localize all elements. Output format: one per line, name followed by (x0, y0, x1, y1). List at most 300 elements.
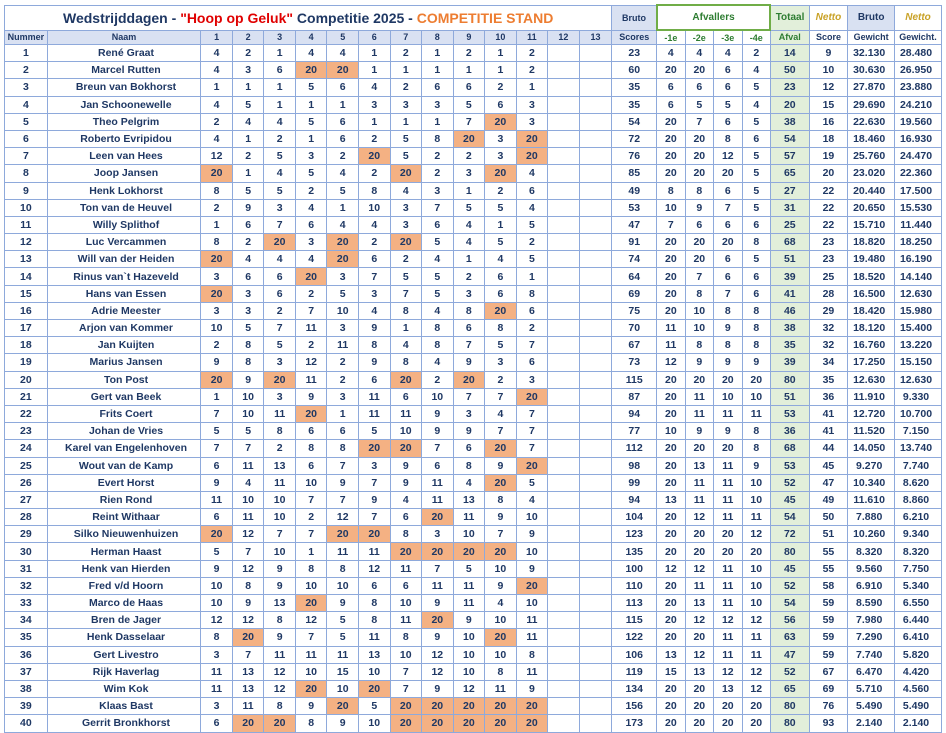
bruto-score: 75 (612, 302, 657, 319)
round-score: 8 (201, 629, 233, 646)
round-score-empty (548, 680, 580, 697)
afvaller-score: 11 (685, 388, 713, 405)
player-name: Rijk Haverlag (47, 663, 201, 680)
round-score-empty (548, 251, 580, 268)
round-score: 2 (453, 268, 485, 285)
bruto-score: 134 (612, 680, 657, 697)
round-score: 10 (485, 612, 517, 629)
round-score: 20 (295, 62, 327, 79)
player-name: René Graat (47, 45, 201, 62)
netto-score: 69 (809, 680, 848, 697)
round-score: 9 (485, 457, 517, 474)
round-score: 11 (358, 388, 390, 405)
round-score-empty (548, 543, 580, 560)
round-score: 3 (422, 526, 454, 543)
round-score: 6 (516, 302, 548, 319)
player-name: Joop Jansen (47, 165, 201, 182)
netto-score: 28 (809, 285, 848, 302)
afval-total: 23 (770, 79, 809, 96)
afvaller-score: 12 (714, 148, 742, 165)
round-score-empty (548, 320, 580, 337)
round-score: 3 (516, 113, 548, 130)
round-score: 1 (516, 268, 548, 285)
round-score: 3 (390, 96, 422, 113)
round-score: 8 (453, 302, 485, 319)
afvaller-score: 4 (714, 45, 742, 62)
afvaller-score: 12 (685, 646, 713, 663)
bruto-score: 35 (612, 79, 657, 96)
round-score: 1 (295, 543, 327, 560)
round-score: 4 (295, 199, 327, 216)
round-score: 20 (485, 543, 517, 560)
bruto-gewicht: 7.290 (848, 629, 895, 646)
afvaller-score: 20 (657, 62, 685, 79)
round-score: 20 (390, 234, 422, 251)
round-score: 20 (453, 130, 485, 147)
afvaller-score: 20 (685, 698, 713, 715)
round-score: 1 (264, 79, 296, 96)
row-number: 15 (5, 285, 48, 302)
row-number: 33 (5, 595, 48, 612)
netto-score: 23 (809, 251, 848, 268)
afvaller-score: 12 (657, 560, 685, 577)
round-score: 1 (390, 62, 422, 79)
bruto-score: 104 (612, 509, 657, 526)
bruto-score: 64 (612, 268, 657, 285)
round-score: 2 (485, 79, 517, 96)
round-score: 3 (232, 285, 264, 302)
col-round-3: 3 (264, 30, 296, 45)
round-score: 5 (422, 285, 454, 302)
table-row (5, 629, 942, 646)
bruto-score: 35 (612, 96, 657, 113)
round-score: 9 (201, 474, 233, 491)
player-name: Willy Splithof (47, 216, 201, 233)
round-score: 1 (453, 251, 485, 268)
round-score: 3 (264, 354, 296, 371)
round-score: 9 (264, 629, 296, 646)
netto-gewicht: 2.140 (895, 715, 942, 732)
table-row (5, 302, 942, 319)
bruto-score: 98 (612, 457, 657, 474)
bruto-gewicht: 7.880 (848, 509, 895, 526)
round-score: 8 (327, 560, 359, 577)
afval-total: 68 (770, 234, 809, 251)
round-score: 9 (327, 474, 359, 491)
table-row (5, 79, 942, 96)
header-bruto-gewicht: Bruto (848, 5, 895, 30)
round-score: 4 (295, 45, 327, 62)
netto-score: 25 (809, 268, 848, 285)
col-scores: Scores (612, 30, 657, 45)
round-score: 9 (264, 577, 296, 594)
row-number: 1 (5, 45, 48, 62)
afvaller-score: 20 (742, 543, 770, 560)
netto-gewicht: 9.340 (895, 526, 942, 543)
netto-gewicht: 18.250 (895, 234, 942, 251)
round-score: 20 (422, 612, 454, 629)
round-score: 3 (485, 148, 517, 165)
round-score: 8 (201, 182, 233, 199)
round-score: 4 (327, 165, 359, 182)
afvaller-score: 8 (742, 440, 770, 457)
round-score: 8 (327, 440, 359, 457)
netto-score: 41 (809, 405, 848, 422)
bruto-score: 115 (612, 612, 657, 629)
afvaller-score: 11 (685, 491, 713, 508)
round-score: 11 (232, 698, 264, 715)
round-score: 3 (295, 148, 327, 165)
round-score: 2 (358, 165, 390, 182)
round-score: 20 (422, 509, 454, 526)
round-score: 8 (264, 698, 296, 715)
afvaller-score: 7 (714, 285, 742, 302)
round-score: 7 (358, 509, 390, 526)
player-name: Bren de Jager (47, 612, 201, 629)
round-score: 3 (327, 320, 359, 337)
round-score: 20 (201, 251, 233, 268)
round-score: 9 (453, 423, 485, 440)
row-number: 24 (5, 440, 48, 457)
afvaller-score: 20 (657, 268, 685, 285)
round-score: 9 (453, 354, 485, 371)
netto-gewicht: 6.440 (895, 612, 942, 629)
bruto-gewicht: 20.650 (848, 199, 895, 216)
afval-total: 45 (770, 560, 809, 577)
round-score: 8 (516, 285, 548, 302)
bruto-score: 110 (612, 577, 657, 594)
round-score: 20 (327, 251, 359, 268)
round-score: 6 (264, 285, 296, 302)
round-score: 8 (485, 491, 517, 508)
round-score: 20 (516, 388, 548, 405)
round-score: 12 (232, 612, 264, 629)
table-row (5, 715, 942, 732)
table-row (5, 182, 942, 199)
round-score: 11 (516, 663, 548, 680)
afvaller-score: 11 (714, 595, 742, 612)
afvaller-score: 20 (657, 302, 685, 319)
afvaller-score: 20 (685, 715, 713, 732)
row-number: 11 (5, 216, 48, 233)
round-score: 3 (422, 182, 454, 199)
round-score: 8 (390, 354, 422, 371)
round-score-empty (579, 79, 612, 96)
round-score: 20 (485, 474, 517, 491)
afvaller-score: 20 (685, 680, 713, 697)
round-score: 3 (201, 646, 233, 663)
round-score-empty (548, 62, 580, 79)
round-score: 20 (232, 629, 264, 646)
netto-gewicht: 8.860 (895, 491, 942, 508)
round-score: 1 (201, 216, 233, 233)
round-score: 3 (264, 388, 296, 405)
row-number: 23 (5, 423, 48, 440)
round-score: 11 (358, 543, 390, 560)
round-score: 2 (516, 234, 548, 251)
round-score: 9 (422, 405, 454, 422)
table-row (5, 216, 942, 233)
header-bruto: Bruto (612, 5, 657, 30)
afvaller-score: 15 (657, 663, 685, 680)
round-score: 11 (232, 457, 264, 474)
afval-total: 38 (770, 113, 809, 130)
round-score: 3 (453, 165, 485, 182)
afval-total: 41 (770, 285, 809, 302)
afval-total: 39 (770, 268, 809, 285)
afvaller-score: 20 (657, 285, 685, 302)
round-score: 6 (201, 509, 233, 526)
round-score: 8 (390, 526, 422, 543)
bruto-gewicht: 11.520 (848, 423, 895, 440)
afval-total: 38 (770, 320, 809, 337)
player-name: Gert Livestro (47, 646, 201, 663)
round-score: 20 (327, 234, 359, 251)
round-score: 5 (264, 148, 296, 165)
round-score: 1 (232, 130, 264, 147)
round-score: 4 (327, 45, 359, 62)
round-score: 11 (264, 474, 296, 491)
round-score: 6 (264, 62, 296, 79)
round-score: 15 (327, 663, 359, 680)
player-name: Rien Rond (47, 491, 201, 508)
player-name: Leen van Hees (47, 148, 201, 165)
bruto-gewicht: 18.820 (848, 234, 895, 251)
round-score-empty (579, 251, 612, 268)
bruto-score: 49 (612, 182, 657, 199)
table-row (5, 285, 942, 302)
round-score: 8 (422, 320, 454, 337)
round-score: 11 (358, 629, 390, 646)
round-score-empty (579, 629, 612, 646)
player-name: Henk Dasselaar (47, 629, 201, 646)
round-score-empty (548, 113, 580, 130)
round-score: 20 (390, 440, 422, 457)
afvaller-score: 20 (685, 629, 713, 646)
afvaller-score: 6 (657, 79, 685, 96)
round-score: 10 (453, 526, 485, 543)
netto-gewicht: 14.140 (895, 268, 942, 285)
afval-total: 36 (770, 423, 809, 440)
round-score-empty (579, 113, 612, 130)
afvaller-score: 11 (714, 509, 742, 526)
round-score: 20 (422, 698, 454, 715)
round-score: 10 (327, 302, 359, 319)
round-score-empty (548, 405, 580, 422)
round-score: 10 (264, 491, 296, 508)
afvaller-score: 9 (714, 354, 742, 371)
player-name: Wim Kok (47, 680, 201, 697)
round-score: 4 (390, 337, 422, 354)
round-score: 2 (327, 148, 359, 165)
round-score: 5 (453, 560, 485, 577)
round-score-empty (548, 577, 580, 594)
bruto-gewicht: 5.710 (848, 680, 895, 697)
bruto-score: 173 (612, 715, 657, 732)
round-score: 20 (453, 698, 485, 715)
netto-score: 45 (809, 457, 848, 474)
round-score: 4 (453, 234, 485, 251)
player-name: Jan Kuijten (47, 337, 201, 354)
round-score: 11 (453, 577, 485, 594)
afvaller-score: 7 (685, 268, 713, 285)
afvaller-score: 20 (714, 543, 742, 560)
round-score: 4 (390, 182, 422, 199)
netto-gewicht: 5.490 (895, 698, 942, 715)
round-score: 20 (516, 698, 548, 715)
round-score: 2 (516, 45, 548, 62)
afval-total: 45 (770, 491, 809, 508)
round-score: 7 (453, 388, 485, 405)
afval-total: 80 (770, 698, 809, 715)
round-score-empty (579, 526, 612, 543)
round-score: 1 (201, 388, 233, 405)
row-number: 14 (5, 268, 48, 285)
round-score: 20 (516, 457, 548, 474)
round-score-empty (548, 646, 580, 663)
table-row (5, 371, 942, 388)
col-round-6: 6 (358, 30, 390, 45)
afvaller-score: 20 (685, 526, 713, 543)
afvaller-score: 12 (657, 354, 685, 371)
round-score: 2 (453, 45, 485, 62)
afvaller-score: 9 (685, 354, 713, 371)
round-score: 4 (358, 79, 390, 96)
round-score: 20 (453, 715, 485, 732)
netto-gewicht: 15.150 (895, 354, 942, 371)
round-score: 5 (232, 96, 264, 113)
round-score: 9 (358, 354, 390, 371)
afvaller-score: 20 (742, 715, 770, 732)
round-score: 6 (327, 113, 359, 130)
round-score-empty (548, 629, 580, 646)
afvaller-score: 6 (714, 62, 742, 79)
netto-score: 59 (809, 646, 848, 663)
round-score: 11 (516, 629, 548, 646)
round-score: 2 (422, 371, 454, 388)
round-score: 6 (516, 354, 548, 371)
netto-score: 93 (809, 715, 848, 732)
row-number: 26 (5, 474, 48, 491)
round-score: 2 (422, 148, 454, 165)
afvaller-score: 20 (657, 629, 685, 646)
afvaller-score: 12 (685, 612, 713, 629)
table-row (5, 577, 942, 594)
round-score-empty (579, 45, 612, 62)
round-score: 10 (485, 560, 517, 577)
table-row (5, 354, 942, 371)
round-score: 1 (232, 165, 264, 182)
netto-gewicht: 6.410 (895, 629, 942, 646)
round-score-empty (579, 577, 612, 594)
player-name: Marco de Haas (47, 595, 201, 612)
round-score: 20 (485, 698, 517, 715)
bruto-gewicht: 11.910 (848, 388, 895, 405)
round-score: 1 (232, 79, 264, 96)
round-score-empty (579, 543, 612, 560)
round-score: 8 (295, 440, 327, 457)
round-score: 6 (390, 509, 422, 526)
table-row (5, 45, 942, 62)
round-score: 20 (232, 715, 264, 732)
afvaller-score: 20 (685, 62, 713, 79)
round-score: 9 (422, 680, 454, 697)
round-score: 7 (264, 216, 296, 233)
row-number: 10 (5, 199, 48, 216)
row-number: 38 (5, 680, 48, 697)
round-score: 20 (453, 543, 485, 560)
netto-score: 23 (809, 234, 848, 251)
round-score: 7 (201, 405, 233, 422)
afvaller-score: 11 (657, 337, 685, 354)
round-score-empty (548, 440, 580, 457)
round-score: 5 (264, 182, 296, 199)
afval-total: 57 (770, 148, 809, 165)
round-score: 9 (358, 320, 390, 337)
netto-gewicht: 13.740 (895, 440, 942, 457)
col-round-1: 1 (201, 30, 233, 45)
afvaller-score: 6 (742, 285, 770, 302)
round-score: 11 (422, 491, 454, 508)
round-score: 20 (422, 715, 454, 732)
round-score: 20 (264, 371, 296, 388)
round-score: 12 (295, 612, 327, 629)
netto-score: 22 (809, 199, 848, 216)
afvaller-score: 12 (742, 526, 770, 543)
round-score-empty (548, 199, 580, 216)
round-score-empty (579, 646, 612, 663)
afvaller-score: 20 (685, 130, 713, 147)
afvaller-score: 13 (657, 646, 685, 663)
round-score: 2 (358, 234, 390, 251)
round-score: 4 (422, 302, 454, 319)
player-name: Ton Post (47, 371, 201, 388)
afvaller-score: 20 (685, 148, 713, 165)
afval-total: 31 (770, 199, 809, 216)
round-score: 12 (358, 560, 390, 577)
bruto-gewicht: 19.480 (848, 251, 895, 268)
afvaller-score: 6 (685, 216, 713, 233)
netto-score: 34 (809, 354, 848, 371)
afvaller-score: 20 (657, 526, 685, 543)
table-row (5, 698, 942, 715)
bruto-score: 67 (612, 337, 657, 354)
round-score-empty (548, 560, 580, 577)
round-score: 1 (358, 45, 390, 62)
round-score: 10 (358, 715, 390, 732)
round-score: 2 (201, 199, 233, 216)
round-score: 2 (327, 371, 359, 388)
round-score: 3 (390, 216, 422, 233)
round-score: 2 (264, 302, 296, 319)
player-name: Herman Haast (47, 543, 201, 560)
netto-score: 22 (809, 182, 848, 199)
round-score: 1 (201, 79, 233, 96)
afvaller-score: 8 (685, 182, 713, 199)
round-score: 2 (295, 182, 327, 199)
round-score: 5 (201, 543, 233, 560)
netto-score: 67 (809, 663, 848, 680)
afval-total: 25 (770, 216, 809, 233)
round-score-empty (548, 715, 580, 732)
afvaller-score: 11 (714, 560, 742, 577)
round-score-empty (579, 440, 612, 457)
afvaller-score: 11 (714, 405, 742, 422)
bruto-gewicht: 12.630 (848, 371, 895, 388)
round-score: 8 (264, 423, 296, 440)
round-score: 9 (485, 509, 517, 526)
round-score-empty (579, 405, 612, 422)
